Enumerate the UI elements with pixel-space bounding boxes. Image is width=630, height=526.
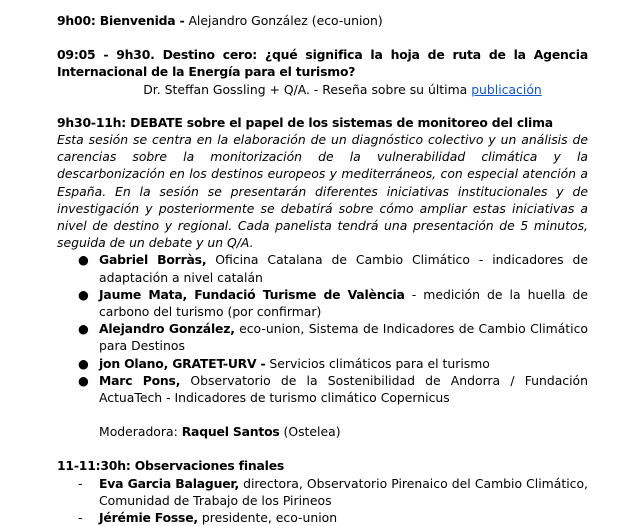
session1-title: [57, 46, 588, 80]
panelist-list: [57, 251, 588, 406]
moderator-line: [57, 423, 588, 440]
list-item: [57, 372, 588, 406]
session1-time: 09:05 - 9h30: [57, 47, 151, 63]
bullet-icon: ●: [78, 321, 89, 337]
agenda-document: [57, 12, 588, 526]
list-item: [57, 286, 588, 320]
publication-link[interactable]: publicación: [471, 81, 542, 97]
session1-title-text: . Destino cero: ¿qué significa la hoja de ruta de la Agencia Internacional de la Energía para el turismo?: [57, 47, 589, 80]
closing-heading: 11-11:30h: Observaciones finales: [57, 458, 285, 474]
closing-speaker-list: [57, 475, 588, 526]
bullet-icon: ●: [78, 355, 89, 371]
bullet-icon: ●: [78, 252, 89, 268]
panelist-name: Gabriel Borràs,: [99, 252, 207, 268]
dash-icon: -: [78, 475, 83, 491]
welcome-speaker: Alejandro González (eco-union): [184, 13, 383, 28]
moderator-org: (Ostelea): [279, 424, 341, 440]
welcome-time-title: 9h00: Bienvenida -: [57, 13, 185, 28]
list-item: [57, 355, 588, 372]
list-item: [57, 475, 588, 509]
moderator-name: Raquel Santos: [181, 424, 280, 440]
bullet-icon: ●: [78, 286, 89, 302]
session1-speaker-line: [57, 81, 588, 98]
speaker-detail: directora, Observatorio Pirenaico del Cambio Climático, Comunidad de Trabajo de los Pirineos: [99, 475, 588, 508]
welcome-line: [57, 12, 588, 29]
panelist-name: Alejandro González,: [99, 321, 235, 337]
panelist-name: jon Olano, GRATET-URV -: [99, 355, 266, 371]
panelist-detail: - medición de la huella de carbono del turismo (por confirmar): [99, 286, 588, 320]
list-item: [57, 509, 588, 526]
debate-heading: 9h30-11h: DEBATE sobre el papel de los sistemas de monitoreo del clima: [57, 114, 553, 130]
list-item: [57, 251, 588, 285]
list-item: [57, 320, 588, 354]
panelist-name: Marc Pons,: [99, 372, 181, 388]
speaker-name: Eva Garcia Balaguer,: [99, 475, 239, 491]
dash-icon: -: [78, 510, 83, 526]
panelist-detail: Oficina Catalana de Cambio Climático - indicadores de adaptación a nivel catalán: [99, 252, 588, 285]
moderator-label: Moderadora:: [99, 424, 182, 440]
bullet-icon: ●: [78, 372, 89, 388]
panelist-detail: Servicios climáticos para el turismo: [265, 355, 490, 371]
session1-speaker: Dr. Steffan Gossling + Q/A. - Reseña sobre su última: [143, 81, 472, 97]
speaker-name: Jérémie Fosse,: [99, 510, 198, 526]
debate-description: Esta sesión se centra en la elaboración de un diagnóstico colectivo y un análisis de carencias sobre la monitorización de la vulnerabilidad climática y la descarbonización en los destinos europeos y mediterráneos, con especial atención a España. En la sesión se presentarán diferentes iniciativas institucionales y de investigación y posteriormente se debatirá sobre cómo ampliar estas iniciativas a nivel de destino y regional. Cada panelista tendrá una presentación de 5 minutos, seguida de un debate y un Q/A.: [57, 132, 588, 251]
panelist-name: Jaume Mata, Fundació Turisme de València: [99, 286, 405, 302]
panelist-detail: Observatorio de la Sostenibilidad de Andorra / Fundación ActuaTech - Indicadores de turismo climático Copernicus: [99, 372, 588, 406]
speaker-detail: presidente, eco-union: [197, 510, 338, 526]
panelist-detail: eco-union, Sistema de Indicadores de Cambio Climático para Destinos: [99, 321, 589, 354]
